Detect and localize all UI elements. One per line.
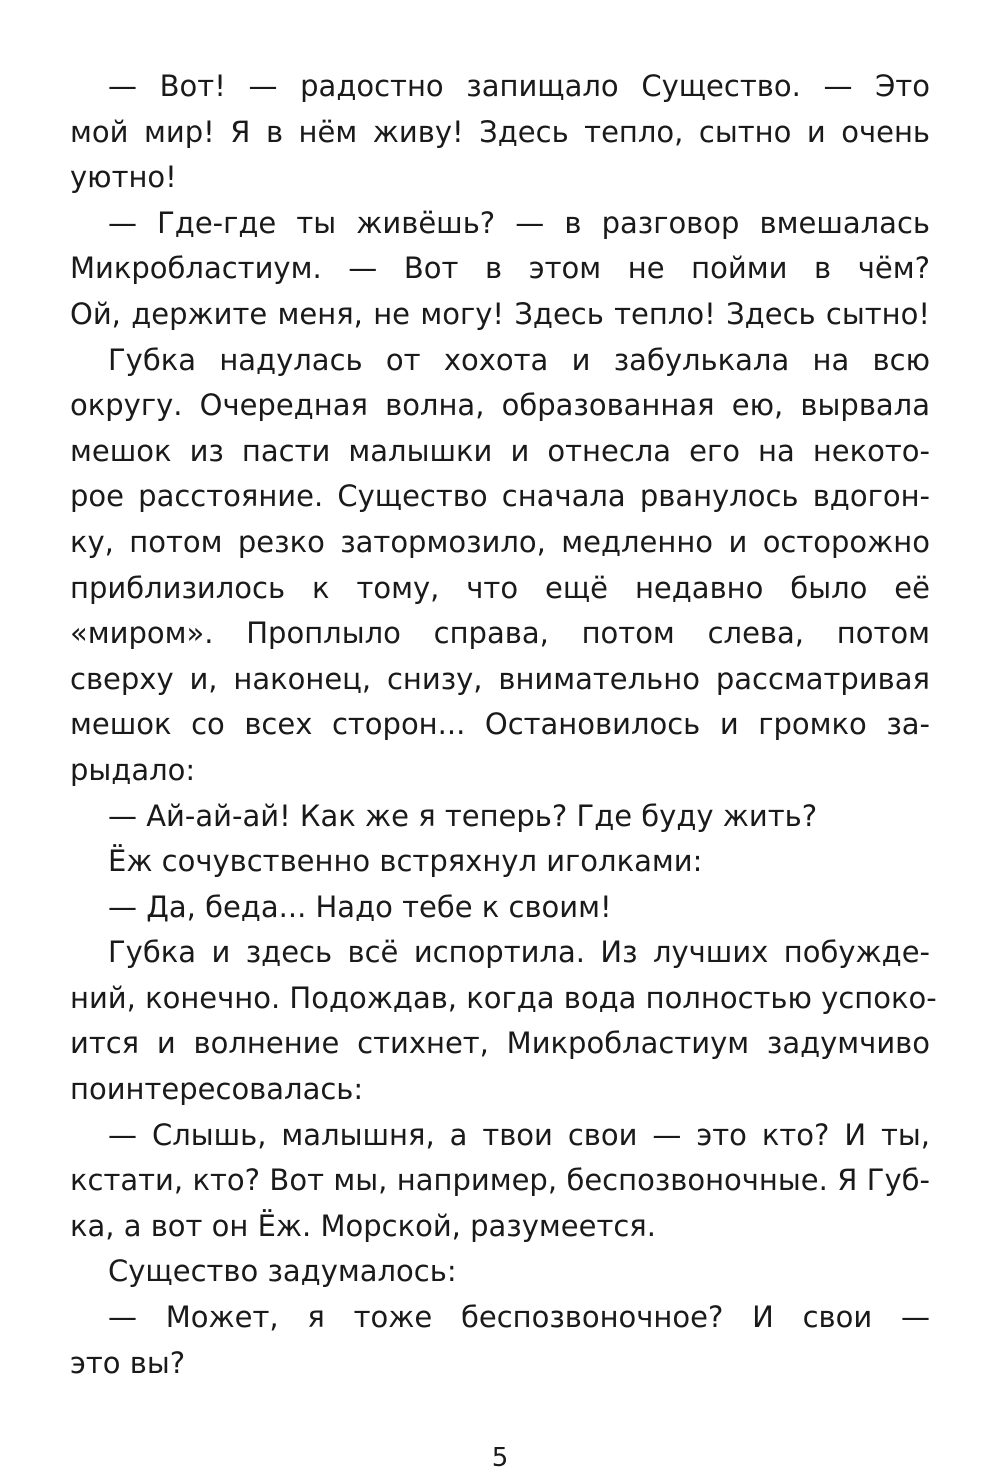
text-line: Губка надулась от хохота и забулькала на всю: [108, 342, 930, 377]
paragraph: [70, 839, 930, 885]
text-line: рое расстояние. Существо сначала рванулось вдогон-: [70, 479, 930, 514]
text-line: Ёж сочувственно встряхнул иголками:: [108, 844, 703, 879]
text-line: приблизилось к тому, что ещё недавно было её: [70, 570, 930, 605]
text-line: уютно!: [70, 160, 177, 195]
text-line: — Вот! — радостно запищало Существо. — Это: [108, 69, 930, 103]
paragraph: [70, 930, 937, 1112]
paragraph: [70, 338, 930, 794]
paragraph: [70, 885, 930, 931]
text-line: — Да, беда... Надо тебе к своим!: [108, 889, 612, 924]
text-line: мешок из пасти малышки и отнесла его на некото-: [70, 433, 930, 468]
text-line: ится и волнение стихнет, Микробластиум задумчиво: [70, 1026, 930, 1061]
text-line: ку, потом резко затормозило, медленно и осторожно: [70, 524, 930, 559]
text-line: ний, конечно. Подождав, когда вода полностью успоко-: [70, 980, 937, 1015]
page-number: 5: [491, 1443, 509, 1473]
text-line: это вы?: [70, 1345, 186, 1380]
text-line: ка, а вот он Ёж. Морской, разумеется.: [70, 1208, 656, 1243]
text-line: — Слышь, малышня, а твои свои — это кто? И ты,: [108, 1117, 930, 1152]
paragraph: [70, 64, 930, 201]
text-line: Микробластиум. — Вот в этом не пойми в чём?: [70, 251, 930, 286]
text-line: — Ай-ай-ай! Как же я теперь? Где буду жить?: [108, 798, 818, 833]
paragraph: [70, 201, 930, 338]
paragraph: [70, 1295, 930, 1386]
paragraph: [70, 1113, 930, 1250]
text-line: округу. Очередная волна, образованная ею, вырвала: [70, 388, 930, 423]
paragraph: [70, 794, 930, 840]
text-line: мой мир! Я в нём живу! Здесь тепло, сытно и очень: [70, 114, 930, 149]
text-line: Существо задумалось:: [108, 1254, 457, 1289]
text-line: «миром». Проплыло справа, потом слева, потом: [70, 616, 930, 651]
page-text: [70, 64, 937, 1386]
text-line: — Может, я тоже беспозвоночное? И свои —: [108, 1300, 930, 1335]
text-line: Губка и здесь всё испортила. Из лучших побужде-: [108, 935, 930, 970]
paragraph: [70, 1249, 930, 1295]
text-line: — Где-где ты живёшь? — в разговор вмешалась: [108, 205, 930, 240]
text-line: кстати, кто? Вот мы, например, беспозвоночные. Я Губ-: [70, 1163, 930, 1198]
text-line: поинтересовалась:: [70, 1072, 364, 1107]
text-line: Ой, держите меня, не могу! Здесь тепло! Здесь сытно!: [70, 296, 930, 331]
text-line: рыдало:: [70, 752, 196, 787]
text-line: сверху и, наконец, снизу, внимательно рассматривая: [70, 661, 930, 696]
text-line: мешок со всех сторон... Остановилось и громко за-: [70, 707, 930, 742]
